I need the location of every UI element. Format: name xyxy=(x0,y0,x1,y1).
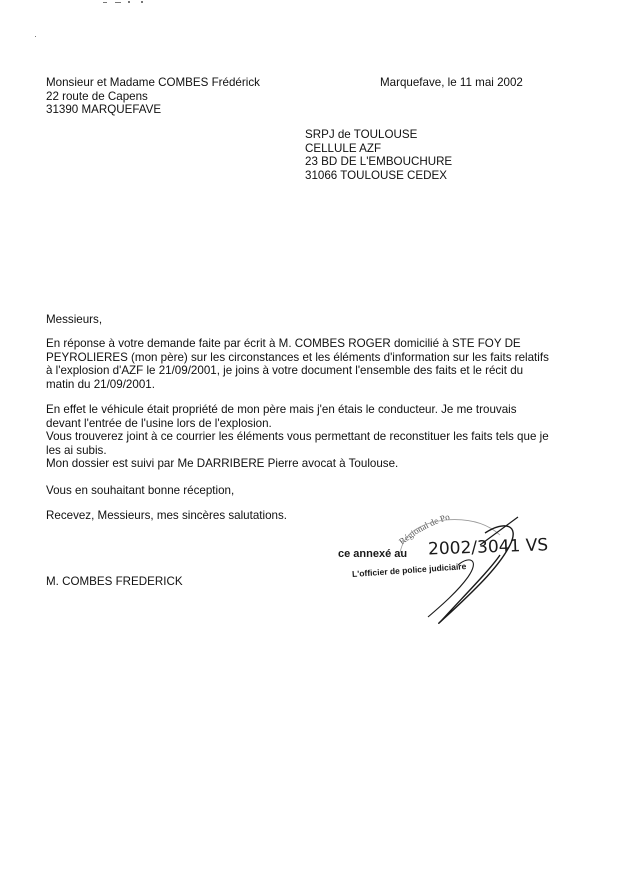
paragraph-line: les ai subis. xyxy=(46,443,107,457)
paragraph-line: Mon dossier est suivi par Me DARRIBERE Pierre avocat à Toulouse. xyxy=(46,457,399,471)
paragraph-line: En effet le véhicule était propriété de mon père mais j'en étais le conducteur. Je me trouvais xyxy=(46,403,517,416)
scan-artifact xyxy=(35,36,36,37)
paragraph-line: à l'explosion d'AZF le 21/09/2001, je joins à votre document l'ensemble des faits et le récit du xyxy=(46,364,524,378)
date-line: Marquefave, le 11 mai 2002 xyxy=(380,76,523,89)
stamp-arc-text: Régional de Po xyxy=(396,511,451,547)
salutation: Messieurs, xyxy=(46,313,103,326)
body-paragraph-2 xyxy=(46,403,549,471)
scan-artifact xyxy=(115,2,121,3)
stamp-line-2: L'officier de police judiciaire xyxy=(351,561,467,580)
scan-artifact xyxy=(128,1,130,3)
sender-address xyxy=(46,76,260,117)
paragraph-line: Vous trouverez joint à ce courrier les éléments vous permettant de reconstituer les faits tels que je xyxy=(46,430,549,444)
sender-city: 31390 MARQUEFAVE xyxy=(46,103,162,117)
scan-artifact xyxy=(141,1,143,3)
closing-wish: Vous en souhaitant bonne réception, xyxy=(46,484,235,497)
signature-name: M. COMBES FREDERICK xyxy=(46,575,183,588)
recipient-line: 31066 TOULOUSE CEDEX xyxy=(305,168,447,182)
handwritten-reference: 2002/3041 VS xyxy=(427,535,549,560)
stamp-graphic xyxy=(330,505,580,630)
recipient-line: SRPJ de TOULOUSE xyxy=(305,128,418,141)
police-stamp xyxy=(330,505,580,630)
paragraph-line: devant l'entrée de l'usine lors de l'explosion. xyxy=(46,416,272,430)
paragraph-line: En réponse à votre demande faite par écrit à M. COMBES ROGER domicilié à STE FOY DE xyxy=(46,337,521,350)
closing-salutation: Recevez, Messieurs, mes sincères salutations. xyxy=(46,509,287,522)
stamp-line-1: ce annexé au xyxy=(338,548,408,560)
sender-street: 22 route de Capens xyxy=(46,89,148,103)
scan-artifact xyxy=(103,2,107,3)
recipient-line: CELLULE AZF xyxy=(305,141,382,155)
recipient-line: 23 BD DE L'EMBOUCHURE xyxy=(305,155,453,169)
paragraph-line: PEYROLIERES (mon père) sur les circonstances et les éléments d'information sur les faits relatifs xyxy=(46,350,549,364)
paragraph-line: matin du 21/09/2001. xyxy=(46,377,155,391)
recipient-address xyxy=(305,128,452,182)
body-paragraph-1 xyxy=(46,337,549,391)
sender-name: Monsieur et Madame COMBES Frédérick xyxy=(46,76,260,89)
